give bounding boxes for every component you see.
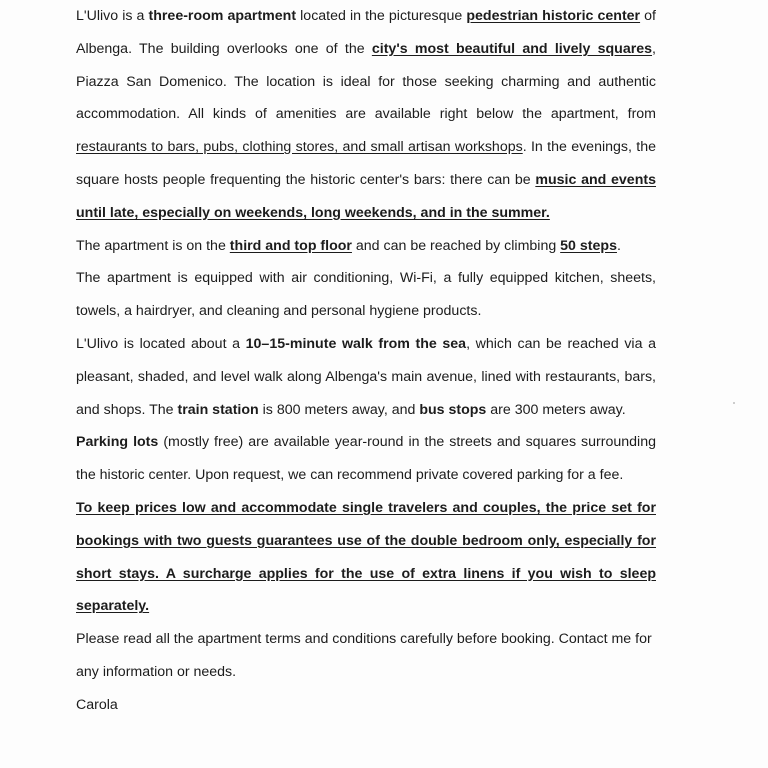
text-span: Please read all the apartment terms and conditions carefully before booking. Contact me for any information or needs. — [76, 631, 652, 680]
text-span: , Piazza San Domenico. The location is ideal for those seeking charming and authentic accommodation. All kinds of amenities are available right below the apartment, from — [76, 40, 656, 123]
text-span: is 800 meters away, and — [258, 401, 420, 418]
paragraph-terms — [76, 623, 656, 689]
paragraph-floor — [76, 230, 656, 263]
emphasis-text: To keep prices low and accommodate single travelers and couples, the price set for bookings with two guests guarantees use of the double bedroom only, especially for short stays. A surcharge applies for the use of extra linens if you wish to sleep separately. — [76, 499, 656, 615]
paragraph-parking — [76, 426, 656, 492]
paragraph-pricing-note — [76, 492, 656, 623]
underlined-text: restaurants to bars, pubs, clothing stores, and small artisan workshops — [76, 139, 523, 156]
paragraph-location — [76, 328, 656, 426]
text-span: (mostly free) are available year-round in the streets and squares surrounding the historic center. Upon request, we can recommend private covered parking for a fee. — [76, 434, 656, 484]
emphasis-text: 50 steps — [560, 237, 617, 254]
bold-text: 10–15-minute walk from the sea — [245, 335, 467, 352]
text-span: . In the evenings, the square hosts people frequenting the historic center's bars: there can be — [76, 139, 656, 188]
paragraph-amenities — [76, 262, 656, 328]
emphasis-text: music and events until late, especially on weekends, long weekends, and in the summer. — [76, 171, 656, 221]
emphasis-text: city's most beautiful and lively squares — [371, 40, 653, 57]
text-span: L'Ulivo is a — [76, 8, 149, 24]
scan-speck — [733, 402, 735, 404]
text-span: of Albenga. The building overlooks one of the — [76, 8, 656, 57]
text-span: and can be reached by climbing — [351, 237, 561, 254]
emphasis-text: third and top floor — [229, 237, 352, 254]
text-span: are 300 meters away. — [486, 401, 626, 418]
text-span: The apartment is on the — [76, 237, 230, 254]
text-span: L'Ulivo is located about a — [76, 335, 246, 352]
text-span: located in the picturesque — [296, 8, 467, 24]
text-span: , which can be reached via a pleasant, shaded, and level walk along Albenga's main avenue, lined with restaurants, bars, and shops. The — [76, 335, 656, 418]
emphasis-text: pedestrian historic center — [466, 8, 641, 24]
bold-text: three-room apartment — [148, 8, 297, 24]
bold-text: train station — [177, 401, 259, 418]
bold-text: bus stops — [419, 401, 487, 418]
document-body — [76, 0, 656, 722]
bold-text: Parking lots — [76, 434, 159, 451]
text-span: . — [616, 237, 621, 254]
signature: Carola — [76, 696, 118, 713]
text-span: The apartment is equipped with air conditioning, Wi-Fi, a fully equipped kitchen, sheets, towels, a hairdryer, and cleaning and personal hygiene products. — [76, 270, 656, 320]
paragraph-intro — [76, 0, 656, 230]
